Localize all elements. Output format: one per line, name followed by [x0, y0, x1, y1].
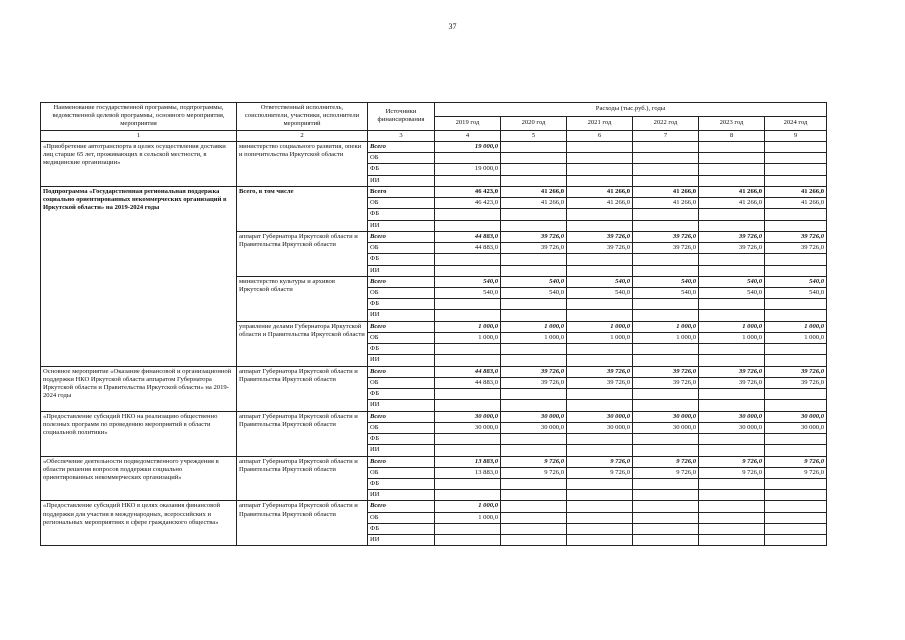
amount-cell — [567, 478, 633, 489]
amount-cell: 1 000,0 — [435, 501, 501, 512]
amount-cell — [567, 501, 633, 512]
amount-cell: 39 726,0 — [765, 377, 827, 388]
amount-cell — [567, 153, 633, 164]
executor-cell: аппарат Губернатора Иркутской области и Правительства Иркутской области — [237, 411, 368, 456]
amount-cell — [765, 164, 827, 175]
amount-cell: 13 883,0 — [435, 467, 501, 478]
executor-cell: управление делами Губернатора Иркутской области и Правительства Иркутской области — [237, 321, 368, 366]
program-name-cell: Основное мероприятие «Оказание финансовой и организационной поддержки НКО Иркутской области аппаратом Губернатора Иркутской области и Правительства Иркутской области» на 2019-2024 годы — [41, 366, 237, 411]
amount-cell — [765, 265, 827, 276]
amount-cell — [699, 209, 765, 220]
amount-cell: 540,0 — [699, 276, 765, 287]
amount-cell — [567, 355, 633, 366]
executor-cell: аппарат Губернатора Иркутской области и Правительства Иркутской области — [237, 501, 368, 546]
amount-cell — [501, 220, 567, 231]
amount-cell: 39 726,0 — [633, 366, 699, 377]
funding-source-cell: ФБ — [368, 254, 435, 265]
column-number: 5 — [501, 130, 567, 141]
amount-cell: 44 883,0 — [435, 366, 501, 377]
funding-source-cell: ОБ — [368, 287, 435, 298]
amount-cell: 1 000,0 — [699, 332, 765, 343]
amount-cell — [567, 299, 633, 310]
amount-cell: 19 000,0 — [435, 141, 501, 152]
amount-cell — [699, 265, 765, 276]
funding-source-cell: ФБ — [368, 209, 435, 220]
amount-cell: 30 000,0 — [633, 411, 699, 422]
amount-cell — [633, 220, 699, 231]
amount-cell — [699, 153, 765, 164]
amount-cell: 30 000,0 — [765, 411, 827, 422]
amount-cell — [699, 535, 765, 546]
column-number: 4 — [435, 130, 501, 141]
amount-cell — [501, 389, 567, 400]
column-number: 9 — [765, 130, 827, 141]
funding-source-cell: ИИ — [368, 220, 435, 231]
funding-source-cell: ИИ — [368, 535, 435, 546]
amount-cell: 39 726,0 — [567, 231, 633, 242]
amount-cell — [765, 209, 827, 220]
amount-cell: 1 000,0 — [435, 321, 501, 332]
amount-cell: 46 423,0 — [435, 186, 501, 197]
table-row — [41, 501, 827, 512]
amount-cell — [567, 445, 633, 456]
amount-cell — [501, 400, 567, 411]
budget-table — [40, 102, 827, 546]
amount-cell — [501, 523, 567, 534]
amount-cell — [567, 310, 633, 321]
executor-cell: Всего, в том числе — [237, 186, 368, 231]
executor-cell: министерство социального развития, опеки и попечительства Иркутской области — [237, 141, 368, 186]
funding-source-cell: ИИ — [368, 310, 435, 321]
amount-cell: 540,0 — [435, 276, 501, 287]
amount-cell — [567, 523, 633, 534]
program-name-cell: «Предоставление субсидий НКО в целях оказания финансовой поддержки для участия в международных, всероссийских и региональных мероприятиях в сфере гражданского общества» — [41, 501, 237, 546]
amount-cell — [633, 209, 699, 220]
amount-cell: 44 883,0 — [435, 377, 501, 388]
amount-cell — [567, 512, 633, 523]
funding-source-cell: ОБ — [368, 243, 435, 254]
amount-cell — [567, 141, 633, 152]
amount-cell — [699, 310, 765, 321]
amount-cell — [501, 434, 567, 445]
amount-cell — [765, 512, 827, 523]
funding-source-cell: ОБ — [368, 198, 435, 209]
amount-cell — [435, 344, 501, 355]
amount-cell — [435, 523, 501, 534]
amount-cell: 30 000,0 — [699, 411, 765, 422]
funding-source-cell: Всего — [368, 411, 435, 422]
amount-cell — [765, 523, 827, 534]
amount-cell — [633, 141, 699, 152]
amount-cell: 540,0 — [699, 287, 765, 298]
amount-cell — [699, 478, 765, 489]
amount-cell — [633, 265, 699, 276]
column-number: 3 — [368, 130, 435, 141]
amount-cell — [765, 389, 827, 400]
amount-cell: 9 726,0 — [699, 456, 765, 467]
funding-source-cell: ФБ — [368, 434, 435, 445]
amount-cell: 41 266,0 — [699, 198, 765, 209]
amount-cell: 540,0 — [633, 287, 699, 298]
amount-cell: 41 266,0 — [633, 186, 699, 197]
amount-cell — [567, 535, 633, 546]
funding-source-cell: Всего — [368, 366, 435, 377]
funding-source-cell: ОБ — [368, 422, 435, 433]
amount-cell: 41 266,0 — [765, 198, 827, 209]
amount-cell: 41 266,0 — [765, 186, 827, 197]
amount-cell: 9 726,0 — [567, 456, 633, 467]
funding-source-cell: ФБ — [368, 344, 435, 355]
funding-source-cell: ИИ — [368, 490, 435, 501]
amount-cell: 41 266,0 — [567, 186, 633, 197]
amount-cell — [699, 501, 765, 512]
amount-cell — [435, 535, 501, 546]
amount-cell — [765, 175, 827, 186]
amount-cell — [435, 310, 501, 321]
amount-cell — [633, 523, 699, 534]
funding-source-cell: ФБ — [368, 299, 435, 310]
amount-cell — [633, 153, 699, 164]
funding-source-cell: ИИ — [368, 175, 435, 186]
amount-cell — [501, 209, 567, 220]
amount-cell — [501, 490, 567, 501]
amount-cell: 39 726,0 — [765, 366, 827, 377]
amount-cell: 30 000,0 — [633, 422, 699, 433]
amount-cell — [699, 344, 765, 355]
amount-cell — [567, 490, 633, 501]
amount-cell — [435, 445, 501, 456]
header-year: 2024 год — [765, 116, 827, 130]
amount-cell: 30 000,0 — [567, 411, 633, 422]
amount-cell: 41 266,0 — [501, 198, 567, 209]
amount-cell: 39 726,0 — [567, 243, 633, 254]
amount-cell — [633, 310, 699, 321]
amount-cell: 39 726,0 — [699, 231, 765, 242]
amount-cell: 39 726,0 — [501, 243, 567, 254]
amount-cell: 39 726,0 — [633, 243, 699, 254]
funding-source-cell: ОБ — [368, 467, 435, 478]
amount-cell: 540,0 — [567, 287, 633, 298]
amount-cell: 41 266,0 — [633, 198, 699, 209]
amount-cell — [633, 512, 699, 523]
amount-cell — [765, 400, 827, 411]
amount-cell — [501, 299, 567, 310]
header-executor: Ответственный исполнитель, соисполнители, участники, исполнители мероприятий — [237, 103, 368, 131]
amount-cell — [699, 164, 765, 175]
amount-cell — [435, 389, 501, 400]
program-name-cell: «Обеспечение деятельности подведомственного учреждения в области решения вопросов поддержки социально ориентированных некоммерческих организаций» — [41, 456, 237, 501]
funding-source-cell: ФБ — [368, 164, 435, 175]
amount-cell — [501, 355, 567, 366]
amount-cell — [501, 310, 567, 321]
amount-cell — [633, 254, 699, 265]
table-row — [41, 186, 827, 197]
amount-cell: 1 000,0 — [501, 321, 567, 332]
amount-cell — [567, 220, 633, 231]
amount-cell — [501, 175, 567, 186]
amount-cell — [765, 344, 827, 355]
amount-cell: 9 726,0 — [633, 456, 699, 467]
amount-cell: 9 726,0 — [501, 467, 567, 478]
column-number: 7 — [633, 130, 699, 141]
amount-cell: 9 726,0 — [699, 467, 765, 478]
amount-cell: 30 000,0 — [435, 411, 501, 422]
executor-cell: аппарат Губернатора Иркутской области и Правительства Иркутской области — [237, 456, 368, 501]
column-number: 8 — [699, 130, 765, 141]
amount-cell — [501, 265, 567, 276]
amount-cell — [435, 355, 501, 366]
amount-cell — [435, 254, 501, 265]
amount-cell: 13 883,0 — [435, 456, 501, 467]
amount-cell: 1 000,0 — [435, 512, 501, 523]
amount-cell: 540,0 — [435, 287, 501, 298]
executor-cell: аппарат Губернатора Иркутской области и Правительства Иркутской области — [237, 366, 368, 411]
amount-cell: 30 000,0 — [501, 411, 567, 422]
amount-cell: 540,0 — [501, 287, 567, 298]
amount-cell — [633, 344, 699, 355]
funding-source-cell: Всего — [368, 276, 435, 287]
amount-cell: 1 000,0 — [567, 332, 633, 343]
amount-cell — [633, 501, 699, 512]
funding-source-cell: ОБ — [368, 332, 435, 343]
amount-cell — [567, 254, 633, 265]
amount-cell — [501, 141, 567, 152]
amount-cell — [633, 389, 699, 400]
amount-cell — [567, 265, 633, 276]
funding-source-cell: Всего — [368, 231, 435, 242]
amount-cell — [435, 265, 501, 276]
column-number: 2 — [237, 130, 368, 141]
amount-cell — [501, 478, 567, 489]
amount-cell — [435, 400, 501, 411]
amount-cell: 39 726,0 — [633, 231, 699, 242]
amount-cell — [435, 209, 501, 220]
amount-cell — [435, 490, 501, 501]
amount-cell: 540,0 — [501, 276, 567, 287]
amount-cell — [435, 434, 501, 445]
amount-cell — [501, 501, 567, 512]
table-body — [41, 141, 827, 545]
header-name: Наименование государственной программы, подпрограммы, ведомственной целевой программы, основного мероприятия, мероприятия — [41, 103, 237, 131]
amount-cell: 30 000,0 — [501, 422, 567, 433]
column-number: 6 — [567, 130, 633, 141]
funding-source-cell: ОБ — [368, 153, 435, 164]
funding-source-cell: ФБ — [368, 523, 435, 534]
amount-cell — [501, 512, 567, 523]
amount-cell: 39 726,0 — [699, 243, 765, 254]
amount-cell: 39 726,0 — [765, 231, 827, 242]
header-year: 2021 год — [567, 116, 633, 130]
amount-cell — [567, 400, 633, 411]
amount-cell — [567, 175, 633, 186]
amount-cell — [567, 344, 633, 355]
amount-cell — [765, 220, 827, 231]
amount-cell: 30 000,0 — [699, 422, 765, 433]
amount-cell: 39 726,0 — [633, 377, 699, 388]
amount-cell — [501, 254, 567, 265]
amount-cell — [567, 434, 633, 445]
amount-cell: 1 000,0 — [633, 321, 699, 332]
amount-cell — [699, 175, 765, 186]
amount-cell — [567, 209, 633, 220]
amount-cell — [633, 355, 699, 366]
amount-cell: 9 726,0 — [567, 467, 633, 478]
table-row — [41, 411, 827, 422]
amount-cell — [699, 254, 765, 265]
amount-cell: 39 726,0 — [567, 366, 633, 377]
amount-cell — [765, 490, 827, 501]
amount-cell: 540,0 — [633, 276, 699, 287]
amount-cell: 44 883,0 — [435, 231, 501, 242]
amount-cell — [765, 310, 827, 321]
amount-cell: 9 726,0 — [765, 467, 827, 478]
amount-cell — [501, 153, 567, 164]
amount-cell — [633, 400, 699, 411]
amount-cell: 540,0 — [765, 276, 827, 287]
amount-cell — [633, 535, 699, 546]
amount-cell: 39 726,0 — [501, 366, 567, 377]
amount-cell — [765, 355, 827, 366]
funding-source-cell: Всего — [368, 141, 435, 152]
amount-cell: 540,0 — [765, 287, 827, 298]
funding-source-cell: ИИ — [368, 265, 435, 276]
header-expenses: Расходы (тыс.руб.), годы — [435, 103, 827, 117]
header-year: 2020 год — [501, 116, 567, 130]
amount-cell: 1 000,0 — [765, 321, 827, 332]
amount-cell: 39 726,0 — [567, 377, 633, 388]
amount-cell — [765, 445, 827, 456]
amount-cell — [633, 490, 699, 501]
header-source: Источники финансирования — [368, 103, 435, 131]
amount-cell: 30 000,0 — [765, 422, 827, 433]
funding-source-cell: ФБ — [368, 478, 435, 489]
amount-cell — [501, 344, 567, 355]
amount-cell — [699, 523, 765, 534]
funding-source-cell: ОБ — [368, 512, 435, 523]
funding-source-cell: Всего — [368, 186, 435, 197]
table-row — [41, 141, 827, 152]
amount-cell: 9 726,0 — [501, 456, 567, 467]
header-year: 2023 год — [699, 116, 765, 130]
amount-cell: 39 726,0 — [501, 377, 567, 388]
amount-cell: 1 000,0 — [633, 332, 699, 343]
amount-cell — [633, 175, 699, 186]
funding-source-cell: ФБ — [368, 389, 435, 400]
amount-cell — [501, 445, 567, 456]
amount-cell: 540,0 — [567, 276, 633, 287]
page-number: 37 — [448, 22, 457, 31]
amount-cell: 46 423,0 — [435, 198, 501, 209]
amount-cell — [699, 490, 765, 501]
funding-source-cell: ИИ — [368, 400, 435, 411]
funding-source-cell: ИИ — [368, 445, 435, 456]
amount-cell — [699, 220, 765, 231]
amount-cell — [435, 175, 501, 186]
amount-cell — [435, 478, 501, 489]
header-year: 2022 год — [633, 116, 699, 130]
amount-cell — [435, 299, 501, 310]
amount-cell — [633, 434, 699, 445]
amount-cell: 30 000,0 — [567, 422, 633, 433]
amount-cell: 1 000,0 — [501, 332, 567, 343]
amount-cell — [633, 478, 699, 489]
amount-cell — [435, 220, 501, 231]
amount-cell: 44 883,0 — [435, 243, 501, 254]
funding-source-cell: Всего — [368, 501, 435, 512]
amount-cell: 30 000,0 — [435, 422, 501, 433]
amount-cell: 9 726,0 — [633, 467, 699, 478]
amount-cell — [435, 153, 501, 164]
program-name-cell: Подпрограмма «Государственная региональная поддержка социально ориентированных некоммерческих организаций в Иркутской области» на 2019-2024 годы — [41, 186, 237, 366]
program-name-cell: «Приобретение автотранспорта в целях осуществления доставки лиц старше 65 лет, проживающих в сельской местности, в медицинские организации» — [41, 141, 237, 186]
amount-cell — [765, 535, 827, 546]
amount-cell — [633, 164, 699, 175]
table-row — [41, 456, 827, 467]
amount-cell — [765, 478, 827, 489]
executor-cell: министерство культуры и архивов Иркутской области — [237, 276, 368, 321]
funding-source-cell: ОБ — [368, 377, 435, 388]
amount-cell: 1 000,0 — [435, 332, 501, 343]
amount-cell: 39 726,0 — [699, 366, 765, 377]
amount-cell: 41 266,0 — [699, 186, 765, 197]
amount-cell: 19 000,0 — [435, 164, 501, 175]
amount-cell — [699, 400, 765, 411]
amount-cell — [765, 501, 827, 512]
amount-cell: 1 000,0 — [765, 332, 827, 343]
amount-cell — [567, 164, 633, 175]
amount-cell: 1 000,0 — [699, 321, 765, 332]
amount-cell — [765, 434, 827, 445]
amount-cell: 39 726,0 — [699, 377, 765, 388]
amount-cell — [699, 389, 765, 400]
amount-cell — [699, 512, 765, 523]
header-year: 2019 год — [435, 116, 501, 130]
funding-source-cell: Всего — [368, 321, 435, 332]
amount-cell: 41 266,0 — [567, 198, 633, 209]
amount-cell — [765, 153, 827, 164]
amount-cell — [501, 535, 567, 546]
amount-cell: 41 266,0 — [501, 186, 567, 197]
amount-cell — [765, 299, 827, 310]
table-row — [41, 366, 827, 377]
amount-cell: 1 000,0 — [567, 321, 633, 332]
amount-cell — [699, 445, 765, 456]
funding-source-cell: Всего — [368, 456, 435, 467]
amount-cell — [633, 445, 699, 456]
executor-cell: аппарат Губернатора Иркутской области и Правительства Иркутской области — [237, 231, 368, 276]
amount-cell: 39 726,0 — [501, 231, 567, 242]
program-name-cell: «Предоставление субсидий НКО на реализацию общественно полезных программ по проведению мероприятий в области социальной политики» — [41, 411, 237, 456]
amount-cell — [699, 434, 765, 445]
amount-cell — [765, 141, 827, 152]
amount-cell — [699, 141, 765, 152]
amount-cell — [501, 164, 567, 175]
amount-cell — [633, 299, 699, 310]
amount-cell: 39 726,0 — [765, 243, 827, 254]
amount-cell — [699, 355, 765, 366]
column-number: 1 — [41, 130, 237, 141]
amount-cell — [567, 389, 633, 400]
amount-cell: 9 726,0 — [765, 456, 827, 467]
amount-cell — [699, 299, 765, 310]
amount-cell — [765, 254, 827, 265]
funding-source-cell: ИИ — [368, 355, 435, 366]
